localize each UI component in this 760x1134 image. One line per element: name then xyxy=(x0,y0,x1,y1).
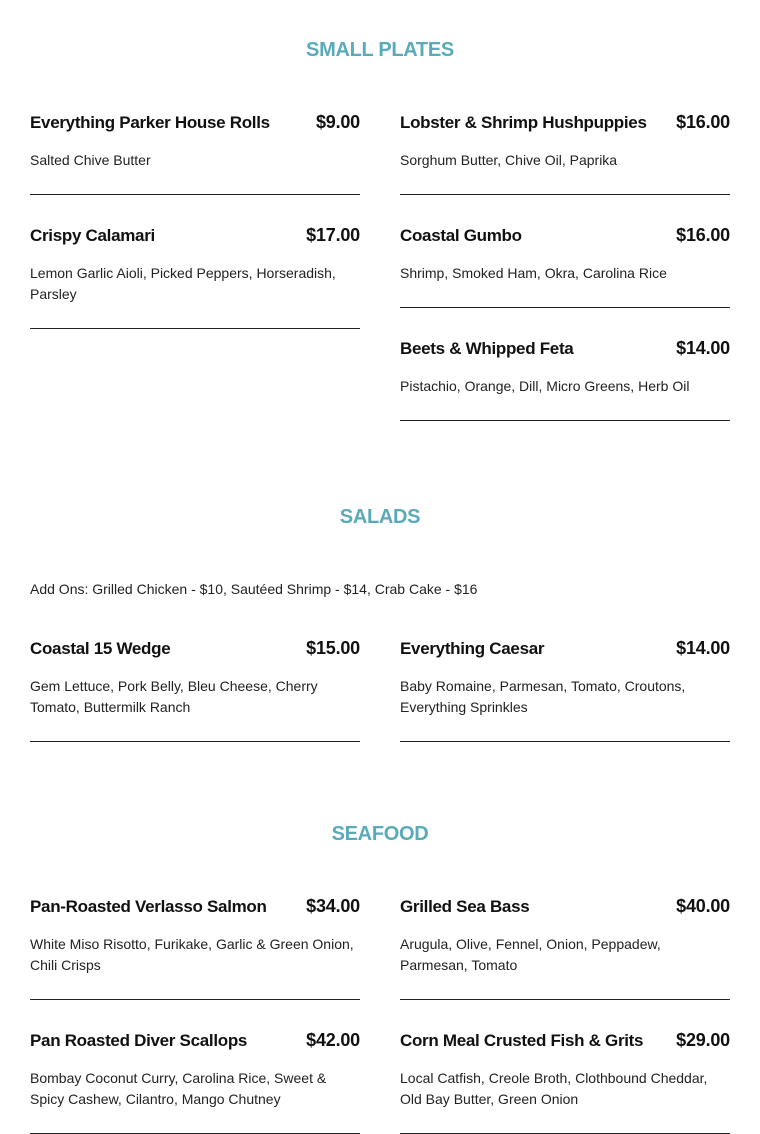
menu-item xyxy=(30,223,360,329)
item-description: Bombay Coconut Curry, Carolina Rice, Sweet & Spicy Cashew, Cilantro, Mango Chutney xyxy=(30,1070,327,1107)
item-description: White Miso Risotto, Furikake, Garlic & Green Onion, Chili Crisps xyxy=(30,936,354,973)
section-title-small-plates: SMALL PLATES xyxy=(306,39,454,61)
item-price: $29.00 xyxy=(676,1030,730,1050)
menu-item xyxy=(30,110,360,195)
item-description: Baby Romaine, Parmesan, Tomato, Croutons, Everything Sprinkles xyxy=(400,678,686,715)
item-description: Pistachio, Orange, Dill, Micro Greens, Herb Oil xyxy=(400,378,690,394)
item-description: Sorghum Butter, Chive Oil, Paprika xyxy=(400,152,618,168)
item-price: $16.00 xyxy=(676,225,730,245)
item-name: Everything Caesar xyxy=(400,639,545,658)
item-price: $34.00 xyxy=(306,896,360,916)
salad-add-ons: Add Ons: Grilled Chicken - $10, Sautéed Shrimp - $14, Crab Cake - $16 xyxy=(30,581,478,597)
section-title-salads: SALADS xyxy=(339,506,421,528)
menu-item xyxy=(400,894,730,1000)
item-price: $40.00 xyxy=(676,896,730,916)
item-price: $16.00 xyxy=(676,112,730,132)
item-description: Lemon Garlic Aioli, Picked Peppers, Horseradish, Parsley xyxy=(30,265,336,302)
menu-item xyxy=(30,894,360,1000)
item-price: $14.00 xyxy=(676,638,730,658)
item-description: Gem Lettuce, Pork Belly, Bleu Cheese, Cherry Tomato, Buttermilk Ranch xyxy=(30,678,318,715)
section-title-seafood: SEAFOOD xyxy=(331,823,429,845)
item-price: $42.00 xyxy=(306,1030,360,1050)
item-name: Beets & Whipped Feta xyxy=(400,339,574,358)
menu-item xyxy=(30,1028,360,1134)
menu-item xyxy=(400,636,730,742)
item-name: Pan Roasted Diver Scallops xyxy=(30,1031,248,1050)
item-description: Arugula, Olive, Fennel, Onion, Peppadew, Parmesan, Tomato xyxy=(400,936,661,973)
item-name: Coastal 15 Wedge xyxy=(30,639,171,658)
menu-item xyxy=(400,336,730,421)
item-price: $15.00 xyxy=(306,638,360,658)
menu-item xyxy=(400,1028,730,1134)
item-name: Coastal Gumbo xyxy=(400,226,522,245)
menu-item xyxy=(400,110,730,195)
item-price: $17.00 xyxy=(306,225,360,245)
item-description: Salted Chive Butter xyxy=(30,152,151,168)
item-description: Shrimp, Smoked Ham, Okra, Carolina Rice xyxy=(400,265,667,281)
item-name: Corn Meal Crusted Fish & Grits xyxy=(400,1031,644,1050)
item-price: $9.00 xyxy=(315,112,360,132)
menu-item xyxy=(400,223,730,308)
item-name: Everything Parker House Rolls xyxy=(30,113,270,132)
item-price: $14.00 xyxy=(676,338,730,358)
item-name: Grilled Sea Bass xyxy=(400,897,530,916)
item-name: Lobster & Shrimp Hushpuppies xyxy=(400,113,647,132)
menu-item xyxy=(30,636,360,742)
item-name: Crispy Calamari xyxy=(30,226,155,245)
item-description: Local Catfish, Creole Broth, Clothbound Cheddar, Old Bay Butter, Green Onion xyxy=(400,1070,708,1107)
item-name: Pan-Roasted Verlasso Salmon xyxy=(30,897,267,916)
